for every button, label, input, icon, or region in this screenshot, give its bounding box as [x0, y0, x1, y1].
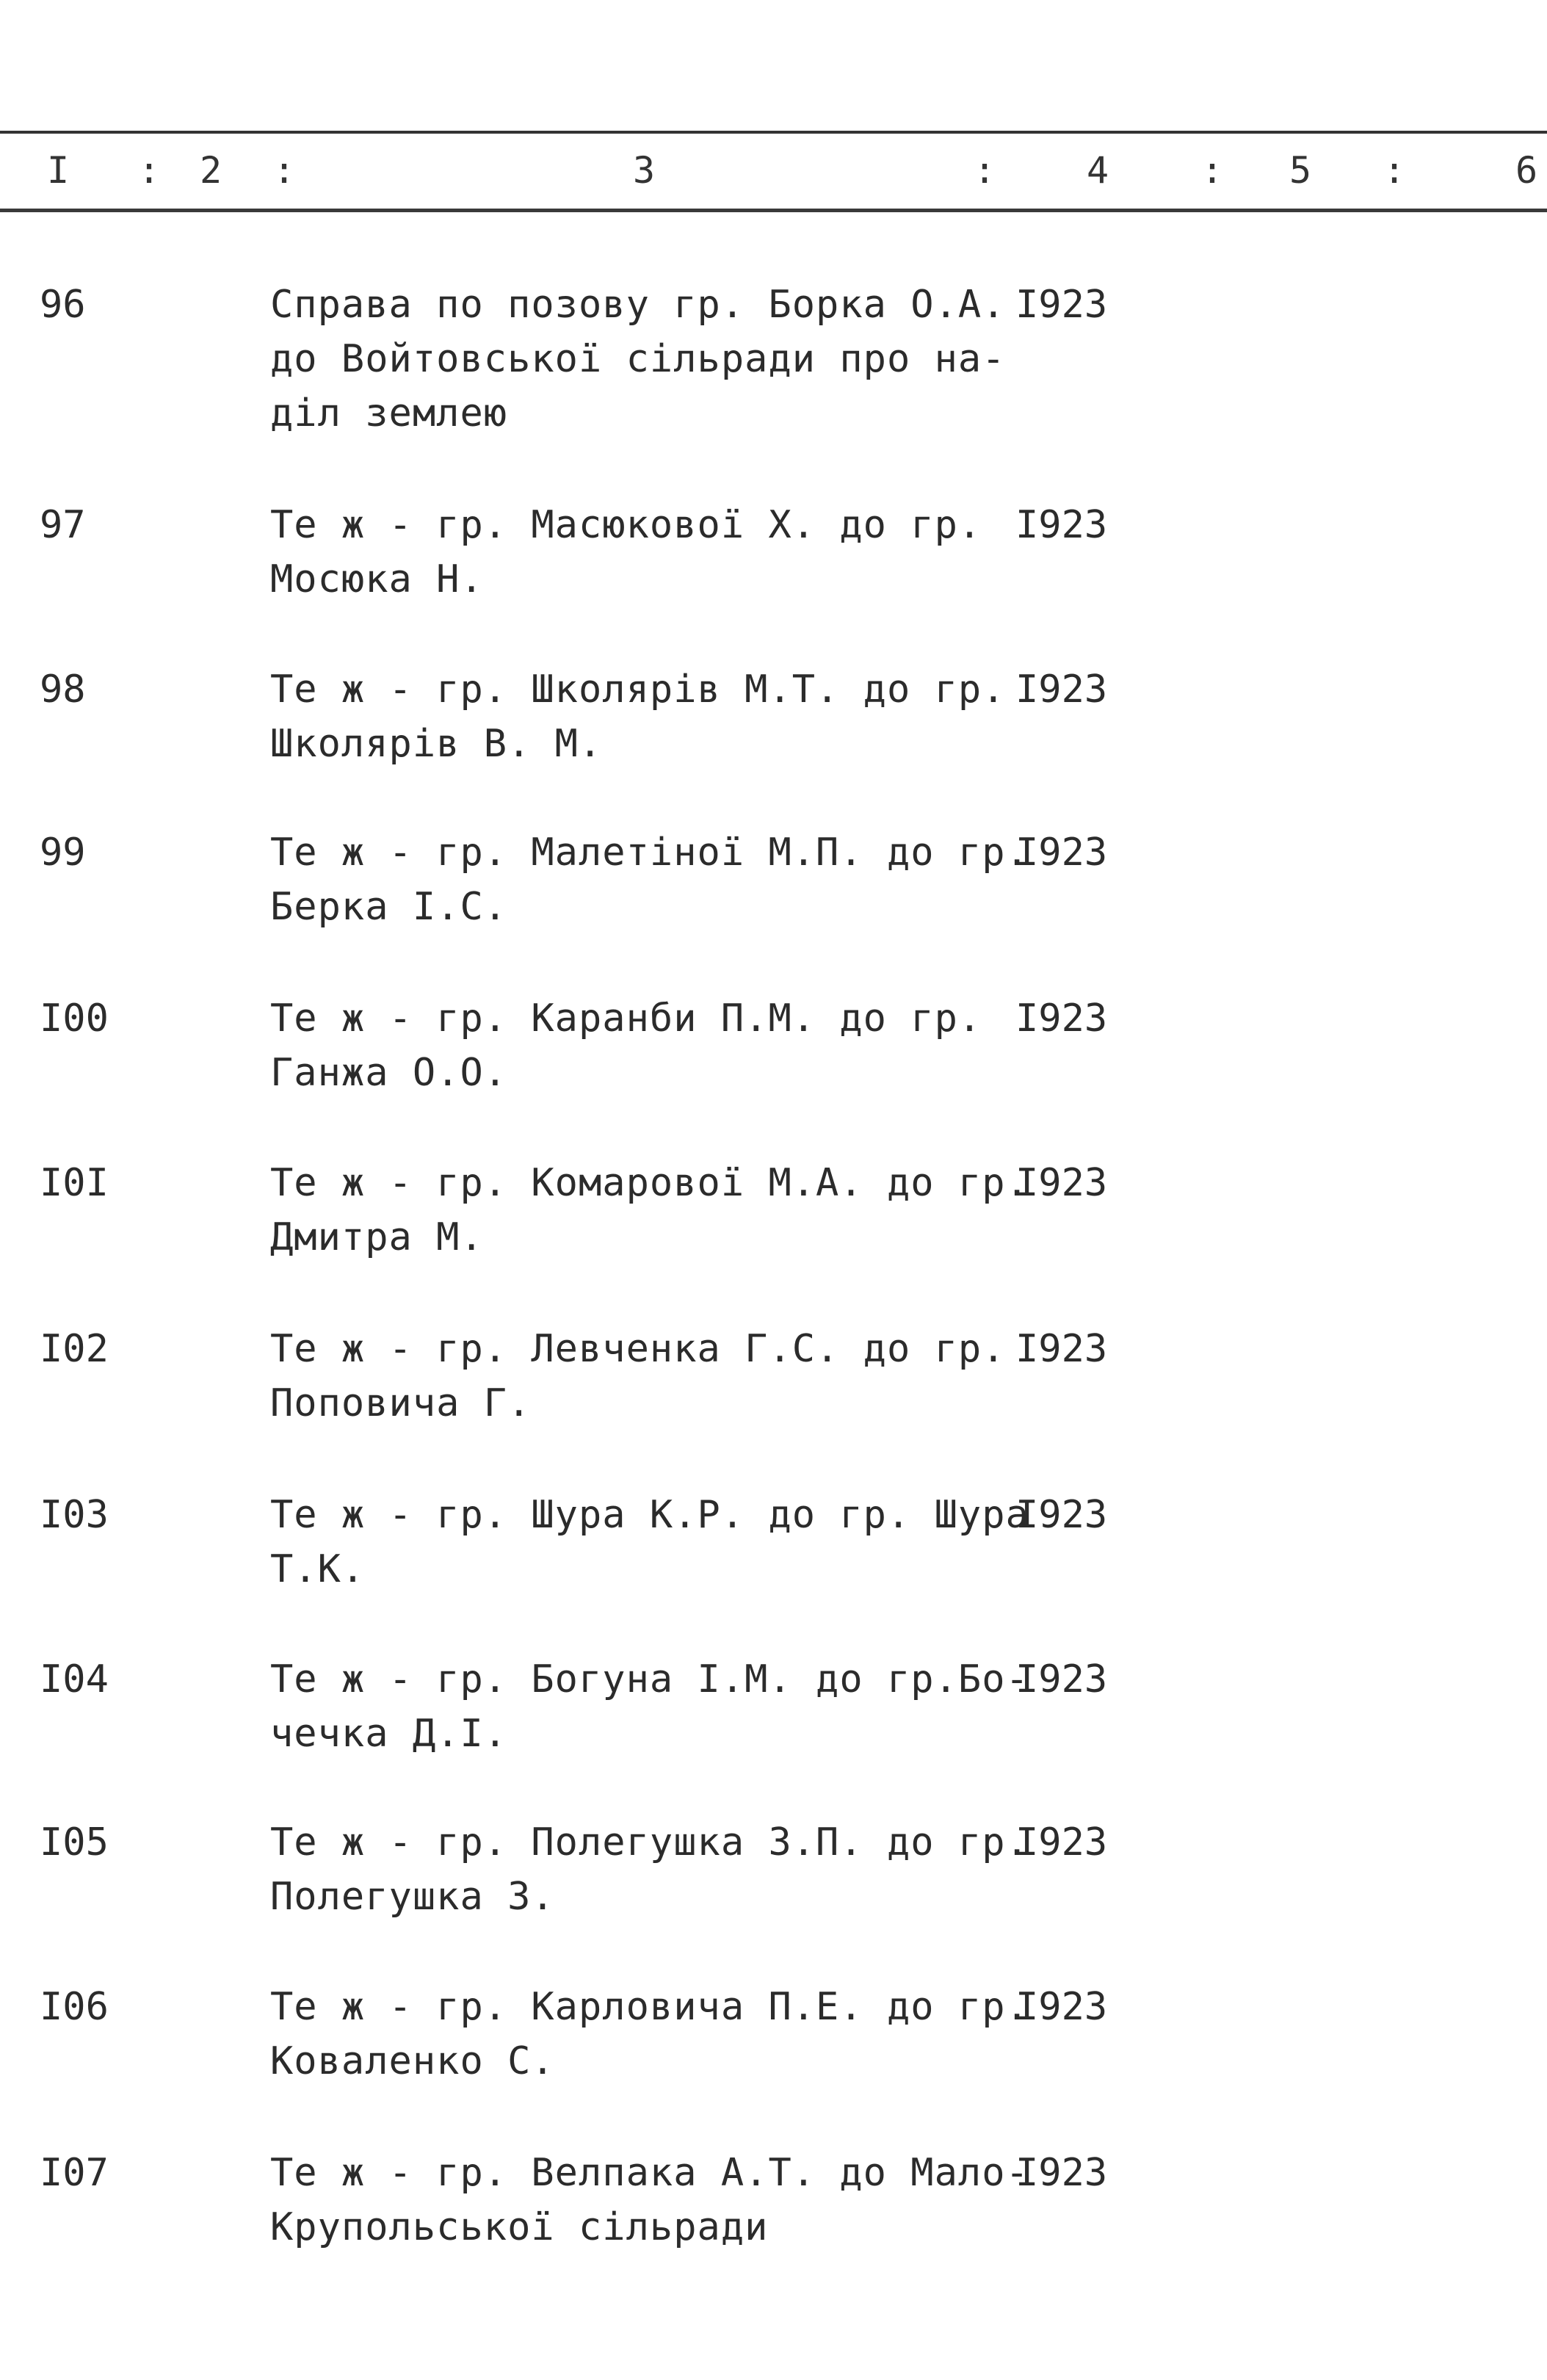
entry-number: I04 [40, 1657, 109, 1701]
entry-title [270, 662, 1006, 771]
entry-year: I923 [1015, 1820, 1108, 1864]
column-header-3: 3 [633, 149, 656, 192]
entry-title [270, 2146, 1029, 2254]
entry-year: I923 [1015, 997, 1108, 1041]
entry-number: I03 [40, 1493, 109, 1537]
entry-title-line: Крупольської сільради [270, 2205, 769, 2249]
list-item [0, 825, 1547, 972]
entry-title-line: Те ж - гр. Карловича П.Е. до гр. [270, 1985, 1029, 2029]
column-header-5: 5 [1289, 149, 1312, 192]
entry-title-line: чечка Д.І. [270, 1712, 508, 1756]
entry-title-line: Поповича Г. [270, 1381, 532, 1425]
entry-title [270, 1980, 1029, 2088]
column-header-4: 4 [1087, 149, 1109, 192]
entry-number: I05 [40, 1820, 109, 1864]
entry-title-line: Т.К. [270, 1547, 366, 1591]
header-top-rule [0, 131, 1547, 134]
list-item [0, 1980, 1547, 2127]
entry-year: I923 [1015, 1161, 1108, 1205]
entry-number: I07 [40, 2151, 109, 2195]
entry-year: I923 [1015, 1657, 1108, 1701]
entry-title [270, 991, 982, 1100]
list-item [0, 662, 1547, 809]
entry-number: I06 [40, 1985, 109, 2029]
list-item [0, 1156, 1547, 1303]
entry-title [270, 1815, 1029, 1924]
entry-title-line: Полегушка З. [270, 1875, 555, 1919]
entry-year: I923 [1015, 503, 1108, 547]
entry-title-line: Мосюка Н. [270, 557, 484, 601]
list-item [0, 991, 1547, 1138]
entry-title-line: Школярів В. М. [270, 722, 603, 766]
entry-title-line: до Войтовської сільради про на- [270, 337, 1006, 381]
entry-number: 97 [40, 503, 86, 547]
entry-number: I02 [40, 1327, 109, 1371]
entry-title-line: Берка І.С. [270, 885, 508, 929]
entry-title-line: Те ж - гр. Каранби П.М. до гр. [270, 997, 982, 1041]
entry-title [270, 825, 1029, 934]
entry-title-line: Те ж - гр. Школярів М.Т. до гр. [270, 668, 1006, 712]
column-separator: : [974, 149, 996, 192]
list-item [0, 498, 1547, 645]
list-item [0, 1652, 1547, 1799]
list-item [0, 1815, 1547, 1962]
entry-title [270, 498, 982, 607]
entry-title [270, 1322, 1006, 1430]
entry-title-line: Те ж - гр. Полегушка З.П. до гр. [270, 1820, 1029, 1864]
entry-number: 99 [40, 831, 86, 875]
entry-title-line: Те ж - гр. Комарової М.А. до гр. [270, 1161, 1029, 1205]
column-separator: : [273, 149, 296, 192]
entry-year: I923 [1015, 283, 1108, 327]
list-item [0, 278, 1547, 435]
entry-title-line: Те ж - гр. Велпака А.Т. до Мало- [270, 2151, 1029, 2195]
entry-title [270, 1652, 1029, 1761]
list-item [0, 1322, 1547, 1469]
entry-title-line: Те ж - гр. Масюкової Х. до гр. [270, 503, 982, 547]
entry-year: I923 [1015, 1985, 1108, 2029]
entry-year: I923 [1015, 831, 1108, 875]
entry-number: 98 [40, 668, 86, 712]
entry-title [270, 1488, 1029, 1596]
column-separator: : [1201, 149, 1224, 192]
entry-year: I923 [1015, 668, 1108, 712]
list-item [0, 2146, 1547, 2293]
column-separator: : [1383, 149, 1406, 192]
column-separator: : [138, 149, 161, 192]
list-item [0, 1488, 1547, 1635]
entry-year: I923 [1015, 1327, 1108, 1371]
entry-title [270, 1156, 1029, 1265]
entry-title-line: діл землею [270, 391, 508, 435]
column-header-6: 6 [1515, 149, 1538, 192]
entry-title-line: Ганжа О.О. [270, 1051, 508, 1095]
column-header-1: I [47, 149, 70, 192]
entry-title-line: Те ж - гр. Малетіної М.П. до гр. [270, 831, 1029, 875]
entry-year: I923 [1015, 1493, 1108, 1537]
entry-title-line: Справа по позову гр. Борка О.А. [270, 283, 1006, 327]
column-header-2: 2 [200, 149, 222, 192]
entry-number: I0I [40, 1161, 109, 1205]
entry-number: 96 [40, 283, 86, 327]
entry-title-line: Коваленко С. [270, 2039, 555, 2083]
entry-title [270, 278, 1006, 441]
header-bottom-rule [0, 209, 1547, 212]
entry-year: I923 [1015, 2151, 1108, 2195]
entry-title-line: Те ж - гр. Левченка Г.С. до гр. [270, 1327, 1006, 1371]
entry-title-line: Те ж - гр. Шура К.Р. до гр. Шура [270, 1493, 1029, 1537]
entry-title-line: Те ж - гр. Богуна І.М. до гр.Бо- [270, 1657, 1029, 1701]
entry-number: I00 [40, 997, 109, 1041]
entry-title-line: Дмитра М. [270, 1215, 484, 1259]
